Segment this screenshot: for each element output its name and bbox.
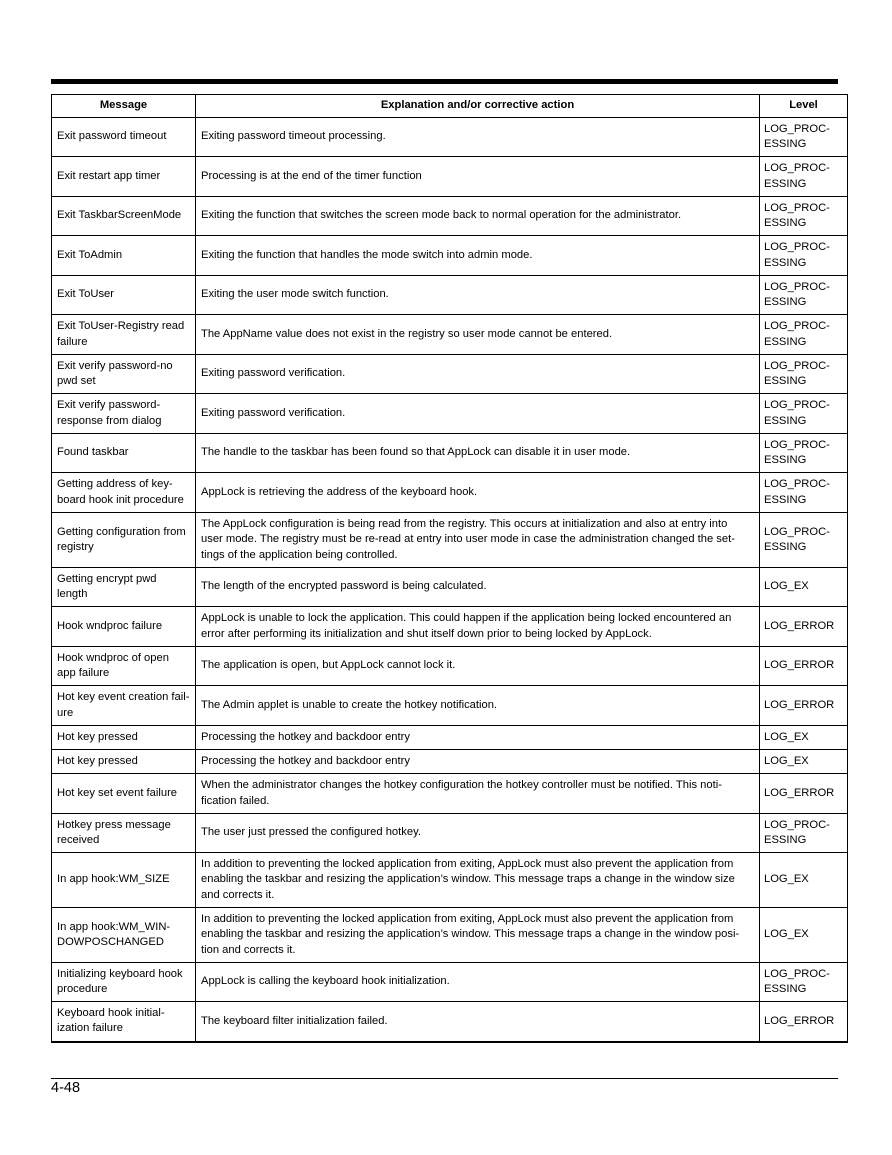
cell-explanation: Processing the hotkey and backdoor entry: [196, 750, 760, 774]
cell-message: In app hook:WM_WIN- DOWPOSCHANGED: [52, 908, 196, 963]
table-body: [52, 118, 848, 1042]
table-row: [52, 1002, 848, 1042]
cell-level: LOG_PROC- ESSING: [760, 236, 848, 276]
cell-explanation: Processing is at the end of the timer function: [196, 157, 760, 197]
cell-message: Exit ToUser: [52, 276, 196, 315]
cell-message: Found taskbar: [52, 434, 196, 473]
cell-level: LOG_ERROR: [760, 647, 848, 686]
cell-explanation: The user just pressed the configured hotkey.: [196, 814, 760, 853]
table-header-row: [52, 95, 848, 118]
cell-level: LOG_PROC- ESSING: [760, 197, 848, 236]
page-number: 4-48: [51, 1080, 81, 1096]
cell-message: Getting address of key- board hook init procedure: [52, 473, 196, 513]
cell-explanation: In addition to preventing the locked application from exiting, AppLock must also prevent the application from enabling the taskbar and resizing the application’s window. This message traps a change in the window posi- tion and corrects it.: [196, 908, 760, 963]
cell-explanation: Processing the hotkey and backdoor entry: [196, 726, 760, 750]
cell-message: Hot key set event failure: [52, 774, 196, 814]
cell-explanation: The keyboard filter initialization failed.: [196, 1002, 760, 1042]
cell-level: LOG_ERROR: [760, 1002, 848, 1042]
table-row: [52, 963, 848, 1002]
table-row: [52, 434, 848, 473]
cell-explanation: AppLock is calling the keyboard hook initialization.: [196, 963, 760, 1002]
table-row: [52, 568, 848, 607]
footer-rule: [51, 1078, 838, 1079]
cell-message: Hot key pressed: [52, 750, 196, 774]
cell-explanation: The Admin applet is unable to create the hotkey notification.: [196, 686, 760, 726]
cell-message: Exit verify password- response from dialog: [52, 394, 196, 434]
table-row: [52, 473, 848, 513]
table-row: [52, 118, 848, 157]
cell-message: Hot key pressed: [52, 726, 196, 750]
cell-level: LOG_ERROR: [760, 686, 848, 726]
cell-message: Exit password timeout: [52, 118, 196, 157]
cell-explanation: The handle to the taskbar has been found so that AppLock can disable it in user mode.: [196, 434, 760, 473]
cell-explanation: Exiting password verification.: [196, 394, 760, 434]
table-row: [52, 276, 848, 315]
table-row: [52, 647, 848, 686]
cell-level: LOG_EX: [760, 568, 848, 607]
cell-level: LOG_ERROR: [760, 607, 848, 647]
cell-message: Exit ToAdmin: [52, 236, 196, 276]
cell-message: Hook wndproc of open app failure: [52, 647, 196, 686]
cell-level: LOG_EX: [760, 853, 848, 908]
table-row: [52, 315, 848, 355]
cell-message: Hot key event creation fail- ure: [52, 686, 196, 726]
cell-explanation: AppLock is retrieving the address of the keyboard hook.: [196, 473, 760, 513]
cell-message: Hotkey press message received: [52, 814, 196, 853]
cell-explanation: When the administrator changes the hotkey configuration the hotkey controller must be notified. This noti- fication failed.: [196, 774, 760, 814]
table-row: [52, 197, 848, 236]
cell-level: LOG_EX: [760, 726, 848, 750]
table-row: [52, 774, 848, 814]
cell-explanation: Exiting the function that switches the screen mode back to normal operation for the administrator.: [196, 197, 760, 236]
cell-message: Initializing keyboard hook procedure: [52, 963, 196, 1002]
cell-explanation: In addition to preventing the locked application from exiting, AppLock must also prevent the application from enabling the taskbar and resizing the application’s window. This message traps a change in the window size and corrects it.: [196, 853, 760, 908]
cell-message: Exit verify password-no pwd set: [52, 355, 196, 394]
cell-level: LOG_PROC- ESSING: [760, 963, 848, 1002]
cell-level: LOG_PROC- ESSING: [760, 434, 848, 473]
table-row: [52, 908, 848, 963]
cell-level: LOG_EX: [760, 750, 848, 774]
header-level: Level: [760, 95, 848, 118]
table-row: [52, 726, 848, 750]
cell-level: LOG_EX: [760, 908, 848, 963]
table-row: [52, 607, 848, 647]
table-row: [52, 355, 848, 394]
cell-message: Exit restart app timer: [52, 157, 196, 197]
cell-explanation: Exiting password timeout processing.: [196, 118, 760, 157]
cell-level: LOG_ERROR: [760, 774, 848, 814]
cell-level: LOG_PROC- ESSING: [760, 118, 848, 157]
table-row: [52, 814, 848, 853]
cell-message: Getting encrypt pwd length: [52, 568, 196, 607]
cell-message: Exit TaskbarScreenMode: [52, 197, 196, 236]
cell-explanation: Exiting password verification.: [196, 355, 760, 394]
cell-message: Exit ToUser-Registry read failure: [52, 315, 196, 355]
cell-level: LOG_PROC- ESSING: [760, 355, 848, 394]
cell-message: Hook wndproc failure: [52, 607, 196, 647]
cell-explanation: AppLock is unable to lock the application. This could happen if the application being locked encountered an error after performing its initialization and shut itself down prior to being locked by AppLock.: [196, 607, 760, 647]
cell-level: LOG_PROC- ESSING: [760, 513, 848, 568]
cell-explanation: The length of the encrypted password is being calculated.: [196, 568, 760, 607]
cell-level: LOG_PROC- ESSING: [760, 394, 848, 434]
header-rule: [51, 79, 838, 84]
cell-level: LOG_PROC- ESSING: [760, 814, 848, 853]
message-table: [51, 94, 848, 1043]
cell-level: LOG_PROC- ESSING: [760, 473, 848, 513]
table-row: [52, 157, 848, 197]
cell-level: LOG_PROC- ESSING: [760, 157, 848, 197]
cell-explanation: Exiting the user mode switch function.: [196, 276, 760, 315]
table-row: [52, 394, 848, 434]
cell-explanation: The AppLock configuration is being read from the registry. This occurs at initialization and also at entry into user mode. The registry must be re-read at entry into user mode in case the administration changed the set- tings of the application being controlled.: [196, 513, 760, 568]
table-row: [52, 513, 848, 568]
cell-explanation: Exiting the function that handles the mode switch into admin mode.: [196, 236, 760, 276]
cell-explanation: The application is open, but AppLock cannot lock it.: [196, 647, 760, 686]
table-row: [52, 686, 848, 726]
table-row: [52, 853, 848, 908]
cell-message: Keyboard hook initial- ization failure: [52, 1002, 196, 1042]
table-row: [52, 750, 848, 774]
cell-explanation: The AppName value does not exist in the registry so user mode cannot be entered.: [196, 315, 760, 355]
cell-message: In app hook:WM_SIZE: [52, 853, 196, 908]
header-message: Message: [52, 95, 196, 118]
table-row: [52, 236, 848, 276]
cell-message: Getting configuration from registry: [52, 513, 196, 568]
header-explanation: Explanation and/or corrective action: [196, 95, 760, 118]
cell-level: LOG_PROC- ESSING: [760, 276, 848, 315]
cell-level: LOG_PROC- ESSING: [760, 315, 848, 355]
